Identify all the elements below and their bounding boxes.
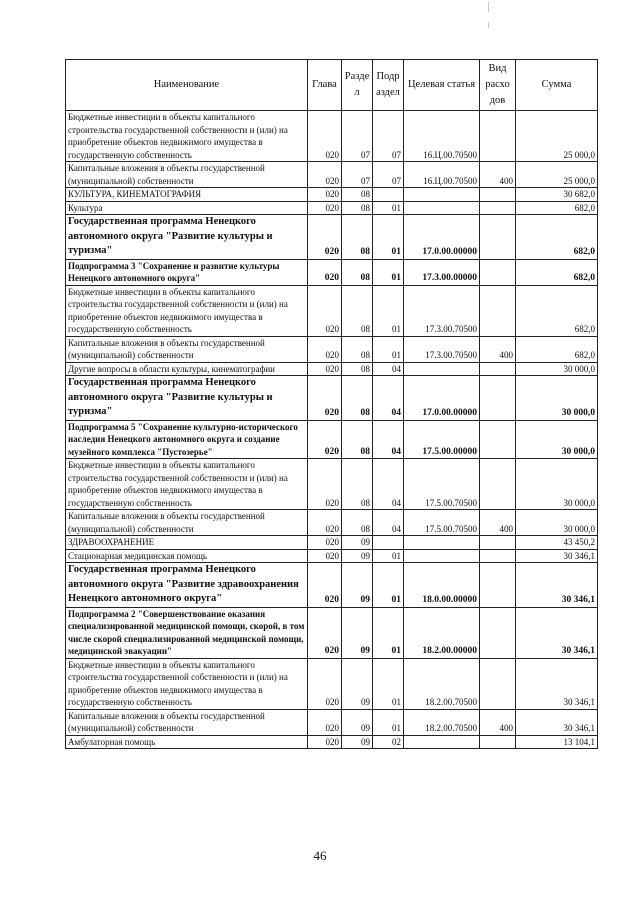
cell-glava: 020 (308, 510, 342, 536)
cell-vid (480, 607, 516, 658)
cell-summa: 30 346,1 (516, 709, 598, 735)
cell-name: Государственная программа Ненецкого автономного округа "Развитие культуры и туризма" (66, 215, 308, 260)
cell-podrazdel: 04 (373, 459, 404, 510)
cell-summa: 682,0 (516, 215, 598, 260)
cell-name: Бюджетные инвестиции в объекты капитального строительства государственной собственности и (или) на приобретение объектов недвижимого имущества в государственную собственность (66, 459, 308, 510)
cell-summa: 30 346,1 (516, 607, 598, 658)
cell-summa: 30 000,0 (516, 362, 598, 376)
cell-name: Другие вопросы в области культуры, кинематографии (66, 362, 308, 376)
cell-summa: 30 000,0 (516, 420, 598, 459)
table-row (66, 607, 598, 658)
cell-podrazdel (373, 536, 404, 550)
cell-podrazdel: 01 (373, 336, 404, 362)
cell-summa: 30 346,1 (516, 563, 598, 608)
cell-glava: 020 (308, 285, 342, 336)
cell-vid (480, 459, 516, 510)
cell-razdel: 08 (342, 362, 373, 376)
cell-razdel: 08 (342, 376, 373, 421)
scan-speck (488, 2, 489, 12)
col-header-vid: Вид расхо дов (480, 60, 516, 111)
cell-vid (480, 536, 516, 550)
cell-podrazdel: 01 (373, 549, 404, 563)
cell-name: Бюджетные инвестиции в объекты капитального строительства государственной собственности и (или) на приобретение объектов недвижимого имущества в государственную собственность (66, 111, 308, 162)
cell-vid (480, 188, 516, 202)
cell-summa: 682,0 (516, 201, 598, 215)
cell-glava: 020 (308, 459, 342, 510)
page-number: 46 (313, 848, 327, 863)
cell-podrazdel: 07 (373, 111, 404, 162)
cell-vid (480, 215, 516, 260)
table-row (66, 215, 598, 260)
cell-glava: 020 (308, 362, 342, 376)
cell-vid (480, 362, 516, 376)
cell-podrazdel: 04 (373, 420, 404, 459)
cell-statya: 16.Ц.00.70500 (404, 162, 480, 188)
cell-name: Капитальные вложения в объекты государственной (муниципальной) собственности (66, 510, 308, 536)
cell-razdel: 07 (342, 111, 373, 162)
table-row (66, 658, 598, 709)
table-row (66, 285, 598, 336)
cell-summa: 30 000,0 (516, 376, 598, 421)
cell-glava: 020 (308, 549, 342, 563)
table-row (66, 459, 598, 510)
cell-podrazdel: 01 (373, 563, 404, 608)
col-header-glava: Глава (308, 60, 342, 111)
cell-statya: 17.3.00.70500 (404, 336, 480, 362)
table-row (66, 111, 598, 162)
table-body (66, 111, 598, 749)
cell-summa: 30 346,1 (516, 658, 598, 709)
cell-razdel: 08 (342, 420, 373, 459)
cell-vid: 400 (480, 162, 516, 188)
table-row (66, 420, 598, 459)
cell-summa: 25 000,0 (516, 162, 598, 188)
cell-statya: 17.5.00.70500 (404, 459, 480, 510)
cell-glava: 020 (308, 420, 342, 459)
cell-vid: 400 (480, 709, 516, 735)
cell-glava: 020 (308, 215, 342, 260)
cell-razdel: 09 (342, 735, 373, 749)
cell-razdel: 08 (342, 285, 373, 336)
cell-vid (480, 201, 516, 215)
cell-razdel: 08 (342, 336, 373, 362)
cell-statya: 17.3.00.70500 (404, 285, 480, 336)
cell-razdel: 08 (342, 259, 373, 285)
cell-name: Амбулаторная помощь (66, 735, 308, 749)
cell-glava: 020 (308, 735, 342, 749)
cell-podrazdel: 01 (373, 658, 404, 709)
cell-razdel: 09 (342, 536, 373, 550)
table-header-row (66, 60, 598, 111)
cell-podrazdel: 01 (373, 709, 404, 735)
cell-podrazdel: 01 (373, 607, 404, 658)
table-row (66, 376, 598, 421)
cell-statya (404, 549, 480, 563)
cell-vid: 400 (480, 336, 516, 362)
cell-razdel: 09 (342, 709, 373, 735)
cell-razdel: 08 (342, 215, 373, 260)
cell-podrazdel: 01 (373, 215, 404, 260)
cell-vid (480, 420, 516, 459)
budget-table (65, 59, 598, 749)
cell-podrazdel: 01 (373, 259, 404, 285)
cell-razdel: 09 (342, 549, 373, 563)
cell-podrazdel: 04 (373, 362, 404, 376)
cell-statya: 17.5.00.00000 (404, 420, 480, 459)
col-header-statya: Целевая статья (404, 60, 480, 111)
cell-glava: 020 (308, 658, 342, 709)
cell-statya: 18.2.00.70500 (404, 658, 480, 709)
cell-razdel: 08 (342, 459, 373, 510)
cell-name: Культура (66, 201, 308, 215)
cell-glava: 020 (308, 709, 342, 735)
cell-podrazdel: 07 (373, 162, 404, 188)
cell-podrazdel: 01 (373, 201, 404, 215)
cell-podrazdel: 02 (373, 735, 404, 749)
cell-vid (480, 735, 516, 749)
cell-glava: 020 (308, 162, 342, 188)
table-row (66, 536, 598, 550)
cell-vid (480, 549, 516, 563)
cell-vid (480, 658, 516, 709)
cell-vid (480, 259, 516, 285)
cell-summa: 30 346,1 (516, 549, 598, 563)
cell-name: Подпрограмма 5 "Сохранение культурно-исторического наследия Ненецкого автономного округа и создание музейного комплекса "Пустозерье" (66, 420, 308, 459)
cell-razdel: 08 (342, 510, 373, 536)
table-row (66, 563, 598, 608)
cell-name: Стационарная медицинская помощь (66, 549, 308, 563)
table-row (66, 510, 598, 536)
cell-name: Капитальные вложения в объекты государственной (муниципальной) собственности (66, 709, 308, 735)
cell-name: Государственная программа Ненецкого автономного округа "Развитие культуры и туризма" (66, 376, 308, 421)
cell-razdel: 09 (342, 607, 373, 658)
cell-name: Капитальные вложения в объекты государственной (муниципальной) собственности (66, 336, 308, 362)
cell-statya (404, 536, 480, 550)
cell-razdel: 08 (342, 188, 373, 202)
cell-razdel: 08 (342, 201, 373, 215)
table-row (66, 336, 598, 362)
cell-podrazdel: 04 (373, 376, 404, 421)
table-row (66, 709, 598, 735)
cell-name: Капитальные вложения в объекты государственной (муниципальной) собственности (66, 162, 308, 188)
cell-vid: 400 (480, 510, 516, 536)
cell-glava: 020 (308, 563, 342, 608)
cell-summa: 682,0 (516, 285, 598, 336)
cell-name: Государственная программа Ненецкого автономного округа "Развитие здравоохранения Ненецкого автономного округа" (66, 563, 308, 608)
cell-statya: 17.3.00.00000 (404, 259, 480, 285)
table-row (66, 259, 598, 285)
cell-vid (480, 376, 516, 421)
cell-podrazdel: 04 (373, 510, 404, 536)
cell-vid (480, 285, 516, 336)
cell-glava: 020 (308, 188, 342, 202)
cell-glava: 020 (308, 201, 342, 215)
col-header-name: Наименование (66, 60, 308, 111)
cell-podrazdel (373, 188, 404, 202)
cell-statya: 18.2.00.00000 (404, 607, 480, 658)
cell-name: Подпрограмма 2 "Совершенствование оказания специализированной медицинской помощи, скорой, в том числе скорой специализированной медицинской помощи, медицинской эвакуации" (66, 607, 308, 658)
cell-razdel: 07 (342, 162, 373, 188)
cell-statya: 17.5.00.70500 (404, 510, 480, 536)
cell-summa: 30 000,0 (516, 459, 598, 510)
cell-summa: 25 000,0 (516, 111, 598, 162)
table-row (66, 188, 598, 202)
cell-glava: 020 (308, 536, 342, 550)
cell-razdel: 09 (342, 658, 373, 709)
cell-statya: 16.Ц.00.70500 (404, 111, 480, 162)
cell-razdel: 09 (342, 563, 373, 608)
cell-summa: 682,0 (516, 336, 598, 362)
cell-summa: 30 682,0 (516, 188, 598, 202)
table-row (66, 201, 598, 215)
cell-glava: 020 (308, 259, 342, 285)
cell-podrazdel: 01 (373, 285, 404, 336)
table-row (66, 362, 598, 376)
cell-summa: 13 104,1 (516, 735, 598, 749)
cell-statya: 17.0.00.00000 (404, 376, 480, 421)
cell-statya (404, 362, 480, 376)
cell-statya: 18.0.00.00000 (404, 563, 480, 608)
cell-name: Подпрограмма 3 "Сохранение и развитие культуры Ненецкого автономного округа" (66, 259, 308, 285)
cell-glava: 020 (308, 607, 342, 658)
table-row (66, 162, 598, 188)
cell-vid (480, 563, 516, 608)
col-header-podrazdel: Подр аздел (373, 60, 404, 111)
col-header-summa: Сумма (516, 60, 598, 111)
cell-statya: 17.0.00.00000 (404, 215, 480, 260)
cell-statya (404, 201, 480, 215)
cell-glava: 020 (308, 376, 342, 421)
table-row (66, 549, 598, 563)
cell-name: Бюджетные инвестиции в объекты капитального строительства государственной собственности и (или) на приобретение объектов недвижимого имущества в государственную собственность (66, 658, 308, 709)
cell-summa: 43 450,2 (516, 536, 598, 550)
cell-summa: 682,0 (516, 259, 598, 285)
cell-glava: 020 (308, 111, 342, 162)
cell-name: ЗДРАВООХРАНЕНИЕ (66, 536, 308, 550)
cell-summa: 30 000,0 (516, 510, 598, 536)
cell-statya (404, 735, 480, 749)
cell-name: КУЛЬТУРА, КИНЕМАТОГРАФИЯ (66, 188, 308, 202)
col-header-razdel: Разде л (342, 60, 373, 111)
cell-name: Бюджетные инвестиции в объекты капитального строительства государственной собственности и (или) на приобретение объектов недвижимого имущества в государственную собственность (66, 285, 308, 336)
scan-speck (488, 22, 489, 28)
cell-vid (480, 111, 516, 162)
cell-glava: 020 (308, 336, 342, 362)
cell-statya (404, 188, 480, 202)
cell-statya: 18.2.00.70500 (404, 709, 480, 735)
table-row (66, 735, 598, 749)
